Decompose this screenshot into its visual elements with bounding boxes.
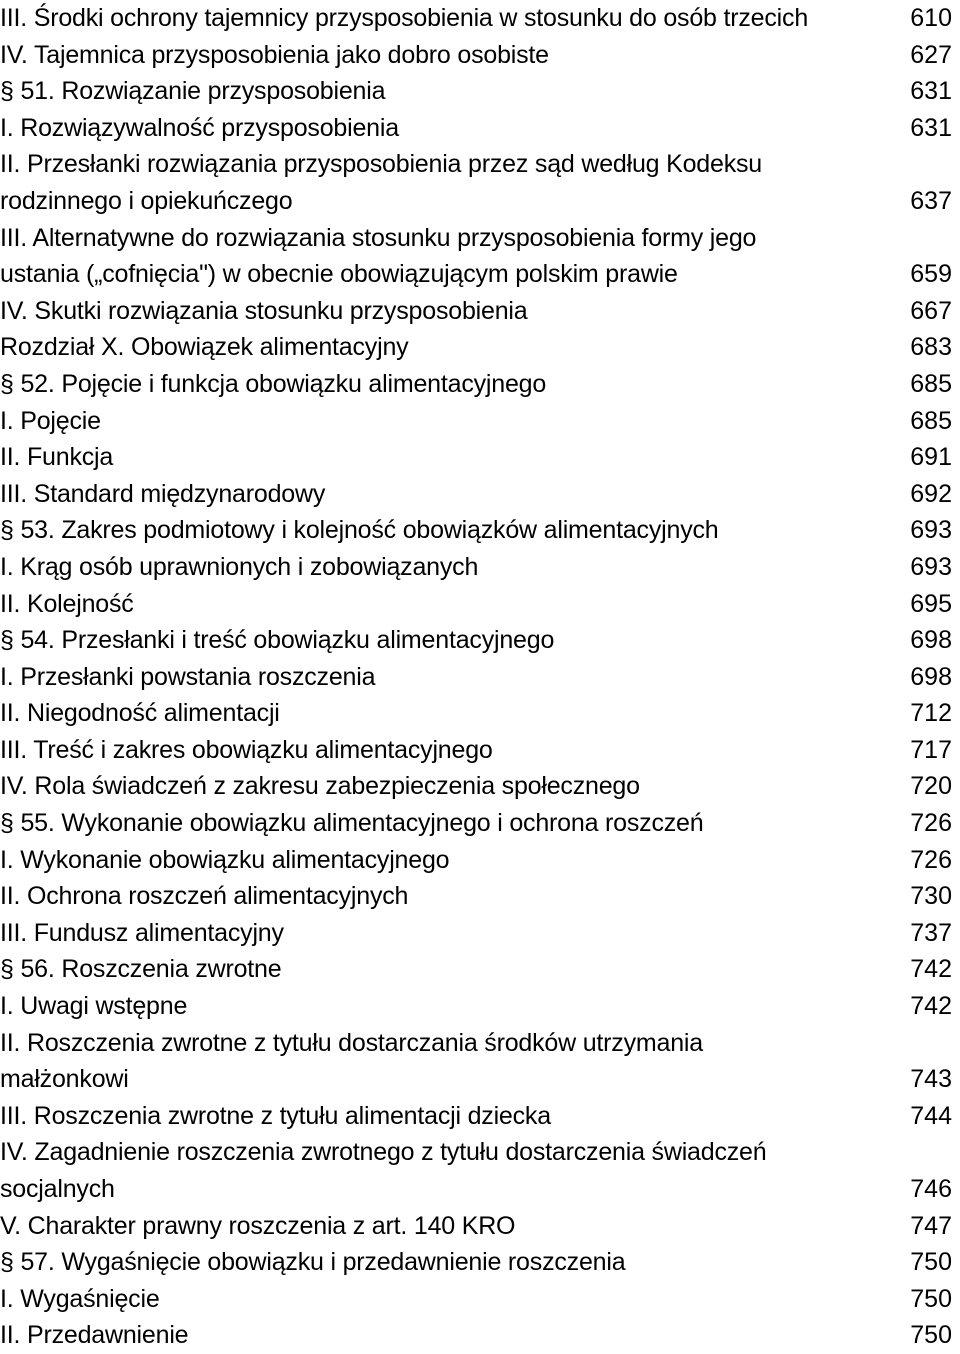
- toc-entry-title: II. Kolejność: [0, 589, 134, 618]
- toc-entry-line: [0, 1317, 960, 1354]
- toc-page-number: 693: [910, 516, 952, 545]
- toc-page-number: 610: [910, 4, 952, 32]
- toc-page-number: 692: [910, 479, 952, 508]
- toc-entry: [0, 842, 960, 879]
- toc-page-number: 627: [910, 40, 952, 69]
- toc-entry-title: § 54. Przesłanki i treść obowiązku alimentacyjnego: [0, 626, 555, 655]
- toc-entry-line: [0, 1098, 960, 1135]
- toc-entry-line: [0, 878, 960, 915]
- toc-entry-line: [0, 1061, 960, 1098]
- toc-entry-line: [0, 439, 960, 476]
- toc-entry-title: II. Niegodność alimentacji: [0, 699, 280, 728]
- toc-page-number: 750: [910, 1284, 952, 1313]
- toc-entry-title: I. Uwagi wstępne: [0, 992, 188, 1021]
- toc-entry: [0, 110, 960, 147]
- toc-entry: [0, 1098, 960, 1135]
- toc-entry-title: § 57. Wygaśnięcie obowiązku i przedawnienie roszczenia: [0, 1248, 626, 1277]
- toc-page-number: 685: [910, 369, 952, 398]
- toc-entry: [0, 0, 960, 37]
- toc-page-number: 742: [910, 992, 952, 1021]
- toc-entry-line: [0, 183, 960, 220]
- toc-entry-line: [0, 110, 960, 147]
- toc-entry-line: [0, 1244, 960, 1281]
- toc-page-number: 743: [910, 1065, 952, 1094]
- toc-entry-line: [0, 1025, 960, 1062]
- toc-page-number: 742: [910, 955, 952, 984]
- toc-entry-line: [0, 695, 960, 732]
- toc-entry-line: [0, 403, 960, 440]
- toc-entry: [0, 951, 960, 988]
- toc-entry-line: [0, 659, 960, 696]
- toc-page-number: 720: [910, 772, 952, 801]
- toc-entry-title: § 53. Zakres podmiotowy i kolejność obowiązków alimentacyjnych: [0, 516, 719, 545]
- toc-page-number: 667: [910, 296, 952, 325]
- toc-entry-title: II. Ochrona roszczeń alimentacyjnych: [0, 882, 409, 911]
- toc-entry-title: I. Wykonanie obowiązku alimentacyjnego: [0, 845, 450, 874]
- toc-page-number: 631: [910, 113, 952, 142]
- toc-entry-title: IV. Skutki rozwiązania stosunku przysposobienia: [0, 296, 528, 325]
- toc-entry-line: [0, 293, 960, 330]
- toc-page-number: 726: [910, 809, 952, 838]
- toc-entry: [0, 586, 960, 623]
- toc-entry-title: I. Krąg osób uprawnionych i zobowiązanych: [0, 552, 479, 581]
- toc-entry-line: [0, 622, 960, 659]
- toc-entry-title: § 56. Roszczenia zwrotne: [0, 955, 282, 984]
- toc-entry-title: III. Fundusz alimentacyjny: [0, 918, 284, 947]
- toc-entry-title: II. Funkcja: [0, 443, 114, 472]
- toc-entry-line: [0, 549, 960, 586]
- toc-entry-title: III. Roszczenia zwrotne z tytułu alimentacji dziecka: [0, 1101, 551, 1130]
- toc-entry-line: [0, 988, 960, 1025]
- toc-entry-line: [0, 329, 960, 366]
- toc-entry-title: małżonkowi: [0, 1065, 129, 1094]
- toc-entry-line: [0, 951, 960, 988]
- toc-entry: [0, 768, 960, 805]
- toc-entry-title: III. Treść i zakres obowiązku alimentacyjnego: [0, 735, 493, 764]
- toc-entry-line: [0, 842, 960, 879]
- toc-entry-line: [0, 586, 960, 623]
- toc-entry-line: [0, 1171, 960, 1208]
- toc-entry-line: [0, 73, 960, 110]
- toc-page-number: 683: [910, 333, 952, 362]
- toc-entry-line: [0, 915, 960, 952]
- toc-page-number: 695: [910, 589, 952, 618]
- toc-entry-title: II. Roszczenia zwrotne z tytułu dostarczania środków utrzymania: [0, 1028, 703, 1057]
- toc-entry: [0, 695, 960, 732]
- toc-entry-line: [0, 732, 960, 769]
- toc-entry: [0, 988, 960, 1025]
- toc-entry-line: [0, 220, 960, 257]
- toc-entry-line: [0, 1134, 960, 1171]
- toc-entry-line: [0, 146, 960, 183]
- toc-page-number: 631: [910, 77, 952, 106]
- toc-entry-title: I. Wygaśnięcie: [0, 1284, 160, 1313]
- toc-page-number: 750: [910, 1248, 952, 1277]
- toc-entry-line: [0, 476, 960, 513]
- toc-page-number: 637: [910, 186, 952, 215]
- toc-entry: [0, 512, 960, 549]
- toc-entry-title: Rozdział X. Obowiązek alimentacyjny: [0, 333, 409, 362]
- toc-entry-line: [0, 366, 960, 403]
- toc-entry: [0, 622, 960, 659]
- toc-entry-title: III. Standard międzynarodowy: [0, 479, 326, 508]
- toc-entry: [0, 659, 960, 696]
- toc-page-number: 712: [910, 699, 952, 728]
- toc-entry: [0, 1317, 960, 1354]
- toc-entry: [0, 329, 960, 366]
- toc-entry-title: § 55. Wykonanie obowiązku alimentacyjnego i ochrona roszczeń: [0, 809, 704, 838]
- toc-entry: [0, 1134, 960, 1207]
- toc-entry: [0, 366, 960, 403]
- toc-entry-line: [0, 768, 960, 805]
- toc-entry-title: IV. Zagadnienie roszczenia zwrotnego z tytułu dostarczenia świadczeń: [0, 1138, 767, 1167]
- toc-entry-title: II. Przesłanki rozwiązania przysposobienia przez sąd według Kodeksu: [0, 150, 763, 179]
- toc-entry-title: III. Alternatywne do rozwiązania stosunku przysposobienia formy jego: [0, 223, 757, 252]
- toc-entry-line: [0, 37, 960, 74]
- toc-page-number: 747: [910, 1211, 952, 1240]
- toc-entry: [0, 1208, 960, 1245]
- toc-entry: [0, 732, 960, 769]
- toc-entry-line: [0, 256, 960, 293]
- toc-page-number: 691: [910, 443, 952, 472]
- toc-entry-line: [0, 0, 960, 37]
- toc-page-number: 698: [910, 626, 952, 655]
- toc-entry-title: I. Rozwiązywalność przysposobienia: [0, 113, 399, 142]
- toc-entry: [0, 549, 960, 586]
- toc-page-number: 698: [910, 662, 952, 691]
- toc-entry-title: I. Pojęcie: [0, 406, 101, 435]
- toc-page-number: 750: [910, 1321, 952, 1350]
- toc-entry-title: III. Środki ochrony tajemnicy przysposobienia w stosunku do osób trzecich: [0, 4, 809, 32]
- toc-entry: [0, 146, 960, 219]
- toc-entry: [0, 439, 960, 476]
- toc-page-number: 730: [910, 882, 952, 911]
- toc-entry: [0, 1244, 960, 1281]
- toc-entry-title: I. Przesłanki powstania roszczenia: [0, 662, 376, 691]
- toc-entry-line: [0, 1208, 960, 1245]
- toc-entry: [0, 403, 960, 440]
- toc-page-number: 737: [910, 918, 952, 947]
- toc-entry-title: rodzinnego i opiekuńczego: [0, 186, 293, 215]
- toc-entry: [0, 1025, 960, 1098]
- toc-entry-title: II. Przedawnienie: [0, 1321, 189, 1350]
- toc-entry: [0, 73, 960, 110]
- toc-entry-title: § 52. Pojęcie i funkcja obowiązku alimentacyjnego: [0, 369, 547, 398]
- toc-page-number: 685: [910, 406, 952, 435]
- toc-page-number: 693: [910, 552, 952, 581]
- toc-entry: [0, 37, 960, 74]
- toc-page-number: 744: [910, 1101, 952, 1130]
- toc-entry: [0, 220, 960, 293]
- toc-page-number: 746: [910, 1175, 952, 1203]
- toc-entry-title: ustania („cofnięcia") w obecnie obowiązującym polskim prawie: [0, 260, 678, 289]
- toc-entry-title: § 51. Rozwiązanie przysposobienia: [0, 77, 386, 106]
- toc-entry-title: IV. Rola świadczeń z zakresu zabezpieczenia społecznego: [0, 772, 640, 801]
- toc-entry: [0, 293, 960, 330]
- toc-entry-title: IV. Tajemnica przysposobienia jako dobro osobiste: [0, 40, 549, 69]
- toc-page-number: 659: [910, 260, 952, 289]
- toc-entry-line: [0, 1281, 960, 1318]
- toc-entry: [0, 915, 960, 952]
- toc-entry-line: [0, 805, 960, 842]
- toc-entry: [0, 878, 960, 915]
- toc-entry-title: socjalnych: [0, 1175, 115, 1203]
- toc-page-number: 726: [910, 845, 952, 874]
- toc-page-number: 717: [910, 735, 952, 764]
- toc-entry: [0, 1281, 960, 1318]
- toc-entry-title: V. Charakter prawny roszczenia z art. 140 KRO: [0, 1211, 516, 1240]
- toc-entry-line: [0, 512, 960, 549]
- toc-entry: [0, 476, 960, 513]
- toc-entry: [0, 805, 960, 842]
